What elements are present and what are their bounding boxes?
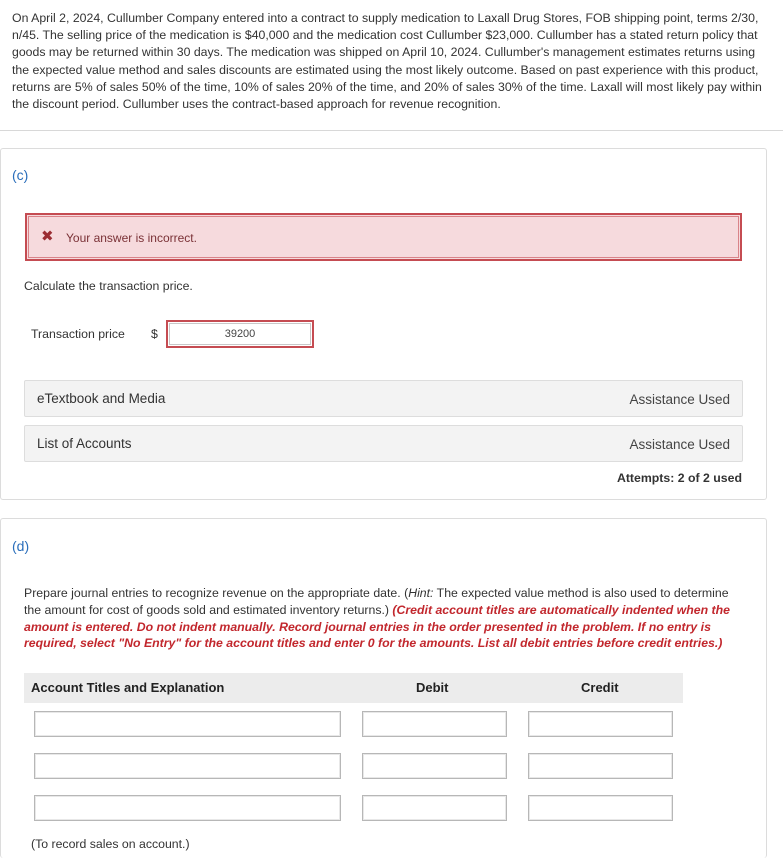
debit-column-header: Debit: [416, 680, 449, 695]
debit-input-1[interactable]: [362, 711, 507, 737]
incorrect-answer-alert: [25, 213, 742, 261]
transaction-price-input[interactable]: [166, 320, 314, 348]
instructions-warning: (Credit account titles are automatically indented when the amount is entered. Do not indent manually. Record journal entries in the order presented in the problem. If no entry is required, select "No Entry" for the account titles and enter 0 for the amounts. List all debit entries before credit entries.): [24, 602, 730, 651]
transaction-price-label: Transaction price: [31, 327, 125, 341]
credit-input-1[interactable]: [528, 711, 673, 737]
problem-statement: On April 2, 2024, Cullumber Company entered into a contract to supply medication to Laxall Drug Stores, FOB shipping point, terms 2/30, n/45. The selling price of the medication is $40,000 and the medication cost Cullumber $23,000. Cullumber has a stated return policy that goods may be returned within 30 days. The medication was shipped on April 10, 2024. Cullumber's management estimates returns using the expected value method and sales discounts are estimated using the most likely outcome. Based on past experience with this product, returns are 5% of sales 50% of the time, 10% of sales 20% of the time, and 20% of sales 30% of the time. Laxall will most likely pay within the discount period. Cullumber uses the contract-based approach for revenue recognition.: [12, 11, 762, 112]
top-divider: [0, 130, 783, 131]
debit-input-2[interactable]: [362, 753, 507, 779]
error-x-icon: ✖: [41, 228, 54, 245]
journal-table-header: [24, 673, 683, 703]
etextbook-media-bar[interactable]: [24, 380, 743, 417]
hint-text: The expected value method is also used to determine the amount for cost of goods sold and estimated inventory returns.): [24, 586, 729, 617]
list-of-accounts-bar[interactable]: [24, 425, 743, 462]
part-c-label: (c): [12, 167, 29, 183]
etextbook-assistance-status: Assistance Used: [629, 392, 730, 407]
debit-input-3[interactable]: [362, 795, 507, 821]
credit-input-3[interactable]: [528, 795, 673, 821]
list-of-accounts-assistance-status: Assistance Used: [629, 437, 730, 452]
account-title-input-3[interactable]: [34, 795, 341, 821]
entry-explanation-note: (To record sales on account.): [31, 837, 190, 851]
credit-column-header: Credit: [581, 680, 619, 695]
alert-message: Your answer is incorrect.: [66, 231, 197, 245]
etextbook-media-label: eTextbook and Media: [37, 391, 166, 406]
hint-label: Hint:: [408, 586, 434, 600]
credit-input-2[interactable]: [528, 753, 673, 779]
currency-symbol: $: [151, 327, 158, 341]
account-title-input-1[interactable]: [34, 711, 341, 737]
journal-entry-instructions: [24, 585, 746, 652]
account-title-input-2[interactable]: [34, 753, 341, 779]
part-d-label: (d): [12, 538, 30, 554]
question-prompt: Calculate the transaction price.: [24, 279, 193, 293]
attempts-counter: Attempts: 2 of 2 used: [616, 471, 742, 485]
account-column-header: Account Titles and Explanation: [31, 680, 225, 695]
instructions-main: Prepare journal entries to recognize revenue on the appropriate date. (: [24, 586, 409, 600]
list-of-accounts-label: List of Accounts: [37, 436, 132, 451]
